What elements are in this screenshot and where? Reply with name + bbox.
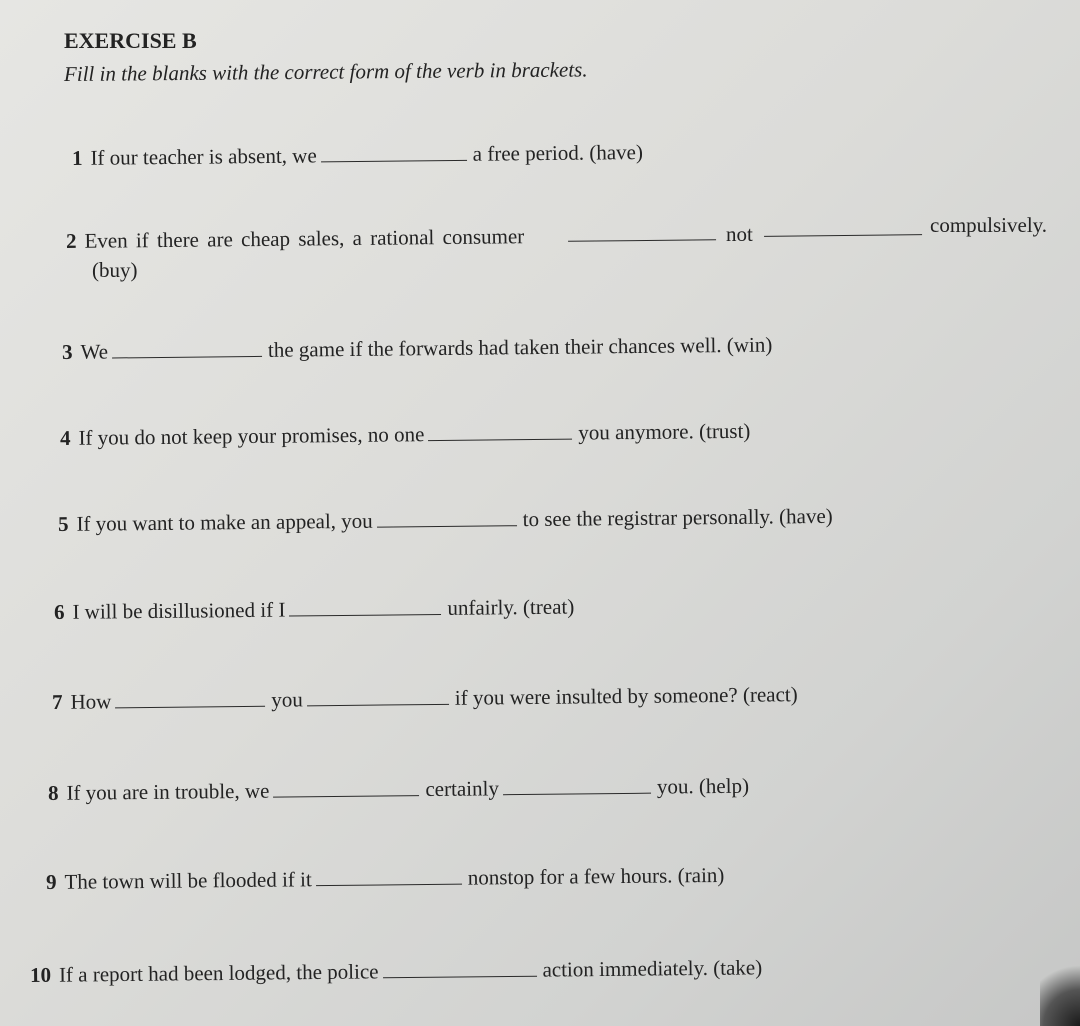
question-text: certainly [425,776,500,802]
question-4 [60,419,751,451]
question-7 [52,682,798,715]
question-text: you anymore. (trust) [578,418,751,445]
question-text: action immediately. (take) [542,955,763,982]
question-text: to see the registrar personally. (have) [522,503,833,532]
question-number: 5 [57,511,69,536]
question-10 [30,955,762,988]
question-text: compulsively. [930,213,1048,237]
question-text: If a report had been lodged, the police [58,959,379,987]
answer-blank[interactable] [503,779,651,796]
question-text: if you were insulted by someone? (react) [454,682,798,710]
question-6 [54,595,575,625]
question-number: 1 [71,145,83,170]
question-number: 6 [53,599,65,624]
question-number: 3 [61,339,73,364]
answer-blank[interactable] [764,220,922,237]
question-text: We [80,339,109,364]
answer-blank[interactable] [321,146,467,163]
page-corner-shadow [1040,956,1080,1026]
question-text: If you are in trouble, we [66,778,270,805]
question-text: you. (help) [656,773,750,799]
question-text: The town will be flooded if it [64,867,312,894]
question-text: If you do not keep your promises, no one [78,422,425,450]
question-text: If our teacher is absent, we [90,143,317,170]
answer-blank[interactable] [115,692,265,709]
answer-blank[interactable] [307,690,449,706]
question-number: 10 [29,962,52,987]
question-number: 9 [45,869,57,894]
question-5 [58,504,833,537]
question-9 [46,863,725,895]
question-text: nonstop for a few hours. (rain) [467,862,725,890]
question-number: 7 [51,689,63,714]
question-1 [72,140,643,171]
answer-blank[interactable] [377,511,517,527]
question-text: I will be disillusioned if I [72,597,286,624]
question-text: the game if the forwards had taken their chances well. (win) [267,332,773,362]
question-number: 2 [65,228,77,253]
question-text: a free period. (have) [472,140,644,166]
question-text: you [271,687,303,712]
question-text: not [726,222,753,246]
exercise-instructions: Fill in the blanks with the correct form of the verb in brackets. [63,57,588,86]
answer-blank[interactable] [289,600,441,617]
question-text: (buy) [92,258,138,282]
question-text: Even if there are cheap sales, a rational consumer [84,224,525,253]
answer-blank[interactable] [428,425,572,442]
question-3 [62,333,773,365]
answer-blank[interactable] [273,781,419,798]
answer-blank[interactable] [112,342,262,359]
question-number: 8 [47,780,59,805]
question-text: If you want to make an appeal, you [76,508,373,536]
question-number: 4 [59,425,71,450]
answer-blank[interactable] [568,225,716,242]
question-text: unfairly. (treat) [447,594,575,620]
question-text: How [70,689,112,714]
question-2 [66,224,524,254]
exercise-heading: EXERCISE B [64,28,197,53]
question-8 [48,774,749,806]
answer-blank[interactable] [316,870,462,887]
answer-blank[interactable] [382,962,536,979]
